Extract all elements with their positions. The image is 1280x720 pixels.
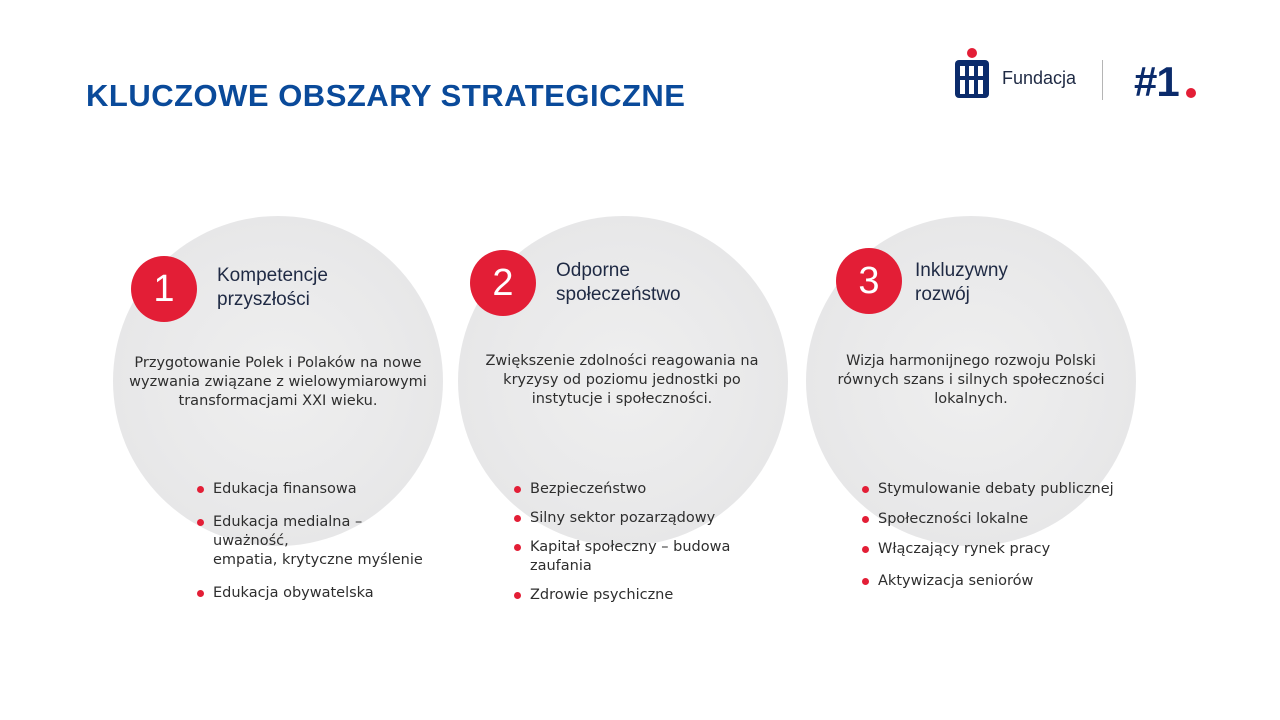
list-item: Zdrowie psychiczne	[514, 586, 784, 605]
list-item: Włączający rynek pracy	[862, 540, 1132, 559]
list-item: Edukacja medialna – uważność, empatia, krytyczne myślenie	[197, 513, 437, 570]
rank-dot-icon	[1186, 88, 1196, 98]
list-item: Społeczności lokalne	[862, 510, 1132, 529]
area-list	[862, 480, 1132, 591]
area-heading: Inkluzywny rozwój	[915, 260, 1008, 305]
pko-logo-icon	[952, 46, 992, 102]
logo-text: Fundacja	[1002, 68, 1077, 88]
area-card-1	[113, 216, 443, 601]
area-description: Wizja harmonijnego rozwoju Polski równych szans i silnych społeczności lokalnych.	[837, 353, 1105, 407]
list-item: Silny sektor pozarządowy	[514, 509, 784, 528]
logo-divider	[1102, 60, 1103, 100]
area-number-badge: 2	[470, 250, 536, 316]
area-card-3	[806, 216, 1136, 589]
rank-label: #1	[1134, 58, 1179, 105]
page-title: KLUCZOWE OBSZARY STRATEGICZNE	[86, 78, 686, 113]
area-description: Przygotowanie Polek i Polaków na nowe wyzwania związane z wielowymiarowymi transformacjami XXI wieku.	[129, 355, 427, 409]
area-list	[514, 480, 784, 605]
area-card-2	[458, 216, 788, 603]
list-item: Aktywizacja seniorów	[862, 572, 1132, 591]
area-number-badge: 1	[131, 256, 197, 322]
area-number-badge: 3	[836, 248, 902, 314]
foundation-logo	[952, 46, 1212, 106]
list-item: Edukacja finansowa	[197, 480, 437, 499]
area-heading: Odporne społeczeństwo	[556, 260, 681, 305]
list-item: Stymulowanie debaty publicznej	[862, 480, 1132, 499]
list-item: Edukacja obywatelska	[197, 584, 437, 603]
area-heading: Kompetencje przyszłości	[217, 265, 328, 310]
list-item: Bezpieczeństwo	[514, 480, 784, 499]
area-description: Zwiększenie zdolności reagowania na kryzysy od poziomu jednostki po instytucje i społeczności.	[485, 353, 759, 407]
list-item: Kapitał społeczny – budowa zaufania	[514, 538, 784, 576]
area-list	[197, 480, 437, 603]
